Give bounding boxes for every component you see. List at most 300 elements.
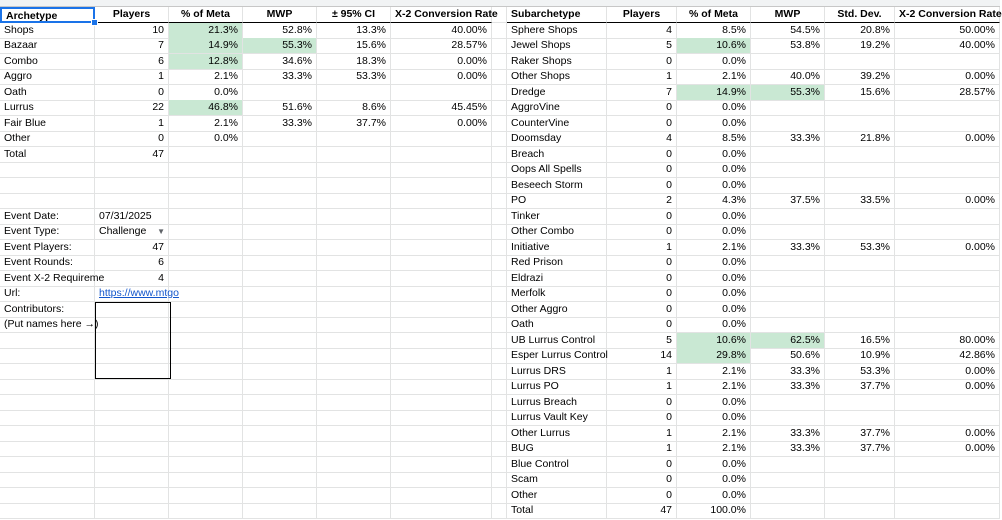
archetype-cell-conversion[interactable]: 0.00% — [391, 116, 492, 132]
subarchetype-cell-players[interactable]: 0 — [607, 410, 677, 426]
empty-cell[interactable] — [391, 395, 492, 411]
subarchetype-cell-players[interactable]: 4 — [607, 23, 677, 39]
archetype-cell-name[interactable]: Combo — [0, 54, 95, 70]
subarchetype-cell-conversion[interactable] — [895, 317, 1000, 333]
subarchetype-cell-spread[interactable] — [825, 302, 895, 318]
empty-cell[interactable] — [391, 317, 492, 333]
subarchetype-cell-spread[interactable]: 53.3% — [825, 364, 895, 380]
empty-cell[interactable] — [169, 240, 243, 256]
event-info-url-label[interactable]: Url: — [0, 286, 95, 302]
archetype-cell-spread[interactable] — [317, 131, 391, 147]
empty-cell[interactable] — [492, 147, 507, 163]
empty-cell[interactable] — [243, 441, 317, 457]
subarchetype-cell-conversion[interactable]: 40.00% — [895, 38, 1000, 54]
empty-cell[interactable] — [169, 333, 243, 349]
event-info-names-hint[interactable]: (Put names here →) — [0, 317, 95, 333]
subarchetype-cell-conversion[interactable] — [895, 116, 1000, 132]
empty-cell[interactable] — [0, 364, 95, 380]
archetype-cell-name[interactable]: Total — [0, 147, 95, 163]
archetype-cell-mwp[interactable]: 52.8% — [243, 23, 317, 39]
subarchetype-cell-meta[interactable]: 29.8% — [677, 348, 751, 364]
archetype-cell-name[interactable]: Oath — [0, 85, 95, 101]
empty-cell[interactable] — [317, 503, 391, 519]
archetype-cell-name[interactable]: Other — [0, 131, 95, 147]
subarchetype-header-name[interactable]: Subarchetype — [507, 7, 607, 23]
empty-cell[interactable] — [492, 116, 507, 132]
empty-cell[interactable] — [0, 457, 95, 473]
subarchetype-cell-players[interactable]: 0 — [607, 116, 677, 132]
subarchetype-cell-name[interactable]: Red Prison — [507, 255, 607, 271]
archetype-cell-spread[interactable]: 15.6% — [317, 38, 391, 54]
empty-cell[interactable] — [169, 364, 243, 380]
empty-cell[interactable] — [95, 457, 169, 473]
empty-cell[interactable] — [169, 488, 243, 504]
archetype-cell-players[interactable]: 6 — [95, 54, 169, 70]
empty-cell[interactable] — [243, 240, 317, 256]
empty-cell[interactable] — [492, 255, 507, 271]
empty-cell[interactable] — [492, 410, 507, 426]
subarchetype-cell-name[interactable]: Total — [507, 503, 607, 519]
empty-cell[interactable] — [169, 162, 243, 178]
archetype-cell-players[interactable]: 1 — [95, 69, 169, 85]
empty-cell[interactable] — [492, 333, 507, 349]
empty-cell[interactable] — [243, 286, 317, 302]
subarchetype-cell-mwp[interactable] — [751, 116, 825, 132]
event-info-rounds-value[interactable]: 6 — [95, 255, 169, 271]
event-info-x2-value[interactable]: 4 — [95, 271, 169, 287]
empty-cell[interactable] — [492, 286, 507, 302]
archetype-cell-spread[interactable] — [317, 147, 391, 163]
subarchetype-cell-players[interactable]: 7 — [607, 85, 677, 101]
empty-cell[interactable] — [492, 348, 507, 364]
empty-cell[interactable] — [243, 224, 317, 240]
subarchetype-cell-name[interactable]: BUG — [507, 441, 607, 457]
empty-cell[interactable] — [0, 178, 95, 194]
empty-cell[interactable] — [95, 441, 169, 457]
subarchetype-cell-name[interactable]: UB Lurrus Control — [507, 333, 607, 349]
archetype-cell-conversion[interactable] — [391, 85, 492, 101]
subarchetype-cell-mwp[interactable] — [751, 100, 825, 116]
empty-cell[interactable] — [243, 472, 317, 488]
subarchetype-cell-players[interactable]: 0 — [607, 472, 677, 488]
empty-cell[interactable] — [0, 348, 95, 364]
archetype-cell-meta[interactable]: 12.8% — [169, 54, 243, 70]
subarchetype-cell-mwp[interactable] — [751, 410, 825, 426]
subarchetype-cell-conversion[interactable]: 0.00% — [895, 379, 1000, 395]
subarchetype-cell-players[interactable]: 5 — [607, 38, 677, 54]
subarchetype-cell-players[interactable]: 14 — [607, 348, 677, 364]
empty-cell[interactable] — [243, 503, 317, 519]
empty-cell[interactable] — [391, 441, 492, 457]
archetype-cell-meta[interactable] — [169, 147, 243, 163]
subarchetype-cell-spread[interactable]: 20.8% — [825, 23, 895, 39]
subarchetype-cell-conversion[interactable] — [895, 488, 1000, 504]
archetype-cell-meta[interactable]: 2.1% — [169, 116, 243, 132]
archetype-cell-conversion[interactable]: 0.00% — [391, 54, 492, 70]
archetype-header-mwp[interactable]: MWP — [243, 7, 317, 23]
empty-cell[interactable] — [492, 302, 507, 318]
empty-cell[interactable] — [317, 348, 391, 364]
empty-cell[interactable] — [0, 488, 95, 504]
subarchetype-cell-spread[interactable] — [825, 116, 895, 132]
empty-cell[interactable] — [492, 426, 507, 442]
empty-cell[interactable] — [492, 54, 507, 70]
empty-cell[interactable] — [391, 224, 492, 240]
subarchetype-cell-meta[interactable]: 0.0% — [677, 271, 751, 287]
archetype-cell-mwp[interactable] — [243, 147, 317, 163]
empty-cell[interactable] — [243, 193, 317, 209]
event-info-date-value[interactable]: 07/31/2025 — [95, 209, 169, 225]
empty-cell[interactable] — [0, 193, 95, 209]
empty-cell[interactable] — [169, 317, 243, 333]
empty-cell[interactable] — [492, 224, 507, 240]
subarchetype-cell-spread[interactable] — [825, 162, 895, 178]
subarchetype-cell-players[interactable]: 4 — [607, 131, 677, 147]
contributors-names-box[interactable] — [95, 302, 171, 380]
subarchetype-cell-players[interactable]: 5 — [607, 333, 677, 349]
subarchetype-cell-name[interactable]: Blue Control — [507, 457, 607, 473]
archetype-header-name[interactable]: Archetype — [0, 7, 95, 23]
empty-cell[interactable] — [317, 317, 391, 333]
empty-cell[interactable] — [95, 426, 169, 442]
subarchetype-cell-spread[interactable]: 53.3% — [825, 240, 895, 256]
event-info-rounds-label[interactable]: Event Rounds: — [0, 255, 95, 271]
subarchetype-cell-name[interactable]: Esper Lurrus Control — [507, 348, 607, 364]
subarchetype-cell-meta[interactable]: 2.1% — [677, 240, 751, 256]
archetype-cell-meta[interactable]: 14.9% — [169, 38, 243, 54]
empty-cell[interactable] — [317, 395, 391, 411]
subarchetype-cell-conversion[interactable] — [895, 457, 1000, 473]
empty-cell[interactable] — [317, 255, 391, 271]
subarchetype-cell-meta[interactable]: 0.0% — [677, 395, 751, 411]
subarchetype-cell-meta[interactable]: 100.0% — [677, 503, 751, 519]
subarchetype-cell-spread[interactable]: 16.5% — [825, 333, 895, 349]
subarchetype-cell-mwp[interactable]: 37.5% — [751, 193, 825, 209]
subarchetype-cell-mwp[interactable] — [751, 302, 825, 318]
subarchetype-cell-spread[interactable] — [825, 286, 895, 302]
archetype-cell-meta[interactable]: 2.1% — [169, 69, 243, 85]
subarchetype-cell-conversion[interactable]: 0.00% — [895, 426, 1000, 442]
subarchetype-cell-mwp[interactable] — [751, 162, 825, 178]
subarchetype-cell-meta[interactable]: 2.1% — [677, 69, 751, 85]
subarchetype-cell-players[interactable]: 1 — [607, 364, 677, 380]
subarchetype-cell-mwp[interactable]: 33.3% — [751, 379, 825, 395]
empty-cell[interactable] — [95, 395, 169, 411]
subarchetype-cell-meta[interactable]: 0.0% — [677, 54, 751, 70]
empty-cell[interactable] — [317, 193, 391, 209]
empty-cell[interactable] — [391, 457, 492, 473]
empty-cell[interactable] — [492, 472, 507, 488]
archetype-cell-name[interactable]: Fair Blue — [0, 116, 95, 132]
subarchetype-cell-conversion[interactable]: 0.00% — [895, 240, 1000, 256]
subarchetype-cell-spread[interactable]: 10.9% — [825, 348, 895, 364]
empty-cell[interactable] — [391, 162, 492, 178]
subarchetype-cell-players[interactable]: 0 — [607, 271, 677, 287]
subarchetype-cell-players[interactable]: 0 — [607, 317, 677, 333]
empty-cell[interactable] — [492, 457, 507, 473]
archetype-header-meta[interactable]: % of Meta — [169, 7, 243, 23]
subarchetype-cell-mwp[interactable] — [751, 457, 825, 473]
subarchetype-cell-conversion[interactable] — [895, 224, 1000, 240]
empty-cell[interactable] — [492, 503, 507, 519]
subarchetype-cell-meta[interactable]: 0.0% — [677, 100, 751, 116]
empty-cell[interactable] — [391, 488, 492, 504]
empty-cell[interactable] — [391, 379, 492, 395]
subarchetype-cell-spread[interactable] — [825, 488, 895, 504]
empty-cell[interactable] — [492, 69, 507, 85]
archetype-cell-mwp[interactable] — [243, 85, 317, 101]
subarchetype-cell-players[interactable]: 1 — [607, 379, 677, 395]
subarchetype-cell-players[interactable]: 0 — [607, 209, 677, 225]
empty-cell[interactable] — [243, 379, 317, 395]
empty-cell[interactable] — [169, 457, 243, 473]
subarchetype-cell-meta[interactable]: 0.0% — [677, 209, 751, 225]
subarchetype-cell-mwp[interactable]: 40.0% — [751, 69, 825, 85]
subarchetype-cell-name[interactable]: Tinker — [507, 209, 607, 225]
empty-cell[interactable] — [317, 364, 391, 380]
subarchetype-cell-conversion[interactable] — [895, 147, 1000, 163]
subarchetype-cell-name[interactable]: Other Lurrus — [507, 426, 607, 442]
empty-cell[interactable] — [169, 286, 243, 302]
empty-cell[interactable] — [317, 271, 391, 287]
subarchetype-header-meta[interactable]: % of Meta — [677, 7, 751, 23]
subarchetype-cell-conversion[interactable] — [895, 286, 1000, 302]
archetype-header-players[interactable]: Players — [95, 7, 169, 23]
empty-cell[interactable] — [391, 178, 492, 194]
empty-cell[interactable] — [0, 379, 95, 395]
empty-cell[interactable] — [317, 286, 391, 302]
empty-cell[interactable] — [169, 193, 243, 209]
subarchetype-cell-meta[interactable]: 10.6% — [677, 333, 751, 349]
subarchetype-cell-name[interactable]: Merfolk — [507, 286, 607, 302]
archetype-cell-conversion[interactable]: 0.00% — [391, 69, 492, 85]
empty-cell[interactable] — [492, 395, 507, 411]
subarchetype-cell-name[interactable]: Oops All Spells — [507, 162, 607, 178]
event-info-url-value[interactable]: https://www.mtgo — [95, 286, 169, 302]
subarchetype-header-spread[interactable]: Std. Dev. — [825, 7, 895, 23]
subarchetype-cell-players[interactable]: 0 — [607, 100, 677, 116]
empty-cell[interactable] — [492, 317, 507, 333]
archetype-cell-meta[interactable]: 0.0% — [169, 131, 243, 147]
empty-cell[interactable] — [95, 193, 169, 209]
archetype-header-spread[interactable]: ± 95% CI — [317, 7, 391, 23]
empty-cell[interactable] — [243, 426, 317, 442]
empty-cell[interactable] — [243, 410, 317, 426]
empty-cell[interactable] — [169, 224, 243, 240]
subarchetype-cell-conversion[interactable]: 28.57% — [895, 85, 1000, 101]
subarchetype-cell-name[interactable]: Beseech Storm — [507, 178, 607, 194]
archetype-cell-players[interactable]: 47 — [95, 147, 169, 163]
subarchetype-cell-name[interactable]: Lurrus Breach — [507, 395, 607, 411]
subarchetype-cell-conversion[interactable] — [895, 503, 1000, 519]
selection-handle[interactable] — [91, 19, 98, 26]
empty-cell[interactable] — [317, 209, 391, 225]
empty-cell[interactable] — [0, 395, 95, 411]
subarchetype-cell-conversion[interactable] — [895, 472, 1000, 488]
empty-cell[interactable] — [317, 441, 391, 457]
subarchetype-cell-mwp[interactable] — [751, 488, 825, 504]
empty-cell[interactable] — [317, 240, 391, 256]
subarchetype-cell-name[interactable]: Jewel Shops — [507, 38, 607, 54]
subarchetype-cell-name[interactable]: Oath — [507, 317, 607, 333]
subarchetype-cell-players[interactable]: 47 — [607, 503, 677, 519]
subarchetype-cell-name[interactable]: Other Combo — [507, 224, 607, 240]
archetype-cell-mwp[interactable] — [243, 131, 317, 147]
subarchetype-cell-spread[interactable] — [825, 317, 895, 333]
archetype-cell-spread[interactable]: 8.6% — [317, 100, 391, 116]
subarchetype-cell-mwp[interactable] — [751, 255, 825, 271]
empty-cell[interactable] — [95, 503, 169, 519]
subarchetype-cell-spread[interactable]: 15.6% — [825, 85, 895, 101]
subarchetype-cell-meta[interactable]: 4.3% — [677, 193, 751, 209]
empty-cell[interactable] — [169, 441, 243, 457]
archetype-cell-players[interactable]: 0 — [95, 85, 169, 101]
subarchetype-cell-conversion[interactable] — [895, 410, 1000, 426]
subarchetype-cell-spread[interactable]: 19.2% — [825, 38, 895, 54]
archetype-cell-players[interactable]: 1 — [95, 116, 169, 132]
empty-cell[interactable] — [243, 302, 317, 318]
subarchetype-cell-players[interactable]: 0 — [607, 162, 677, 178]
subarchetype-cell-spread[interactable]: 37.7% — [825, 441, 895, 457]
subarchetype-cell-mwp[interactable] — [751, 503, 825, 519]
empty-cell[interactable] — [317, 488, 391, 504]
archetype-cell-meta[interactable]: 46.8% — [169, 100, 243, 116]
subarchetype-cell-conversion[interactable] — [895, 209, 1000, 225]
empty-cell[interactable] — [391, 286, 492, 302]
subarchetype-cell-mwp[interactable] — [751, 317, 825, 333]
subarchetype-cell-players[interactable]: 0 — [607, 395, 677, 411]
subarchetype-cell-name[interactable]: PO — [507, 193, 607, 209]
archetype-cell-conversion[interactable]: 45.45% — [391, 100, 492, 116]
empty-cell[interactable] — [169, 472, 243, 488]
subarchetype-cell-spread[interactable] — [825, 457, 895, 473]
subarchetype-cell-name[interactable]: Lurrus PO — [507, 379, 607, 395]
subarchetype-cell-spread[interactable] — [825, 178, 895, 194]
empty-cell[interactable] — [317, 426, 391, 442]
empty-cell[interactable] — [492, 23, 507, 39]
empty-cell[interactable] — [492, 488, 507, 504]
empty-cell[interactable] — [0, 441, 95, 457]
subarchetype-cell-meta[interactable]: 2.1% — [677, 441, 751, 457]
empty-cell[interactable] — [391, 271, 492, 287]
subarchetype-cell-conversion[interactable]: 0.00% — [895, 131, 1000, 147]
subarchetype-cell-mwp[interactable]: 55.3% — [751, 85, 825, 101]
subarchetype-cell-meta[interactable]: 0.0% — [677, 488, 751, 504]
subarchetype-cell-meta[interactable]: 0.0% — [677, 472, 751, 488]
archetype-cell-name[interactable]: Shops — [0, 23, 95, 39]
empty-cell[interactable] — [169, 426, 243, 442]
archetype-cell-spread[interactable]: 53.3% — [317, 69, 391, 85]
subarchetype-cell-meta[interactable]: 0.0% — [677, 286, 751, 302]
subarchetype-cell-players[interactable]: 0 — [607, 488, 677, 504]
empty-cell[interactable] — [317, 379, 391, 395]
empty-cell[interactable] — [492, 364, 507, 380]
empty-cell[interactable] — [0, 162, 95, 178]
subarchetype-cell-players[interactable]: 1 — [607, 426, 677, 442]
empty-cell[interactable] — [317, 410, 391, 426]
empty-cell[interactable] — [317, 472, 391, 488]
empty-cell[interactable] — [492, 193, 507, 209]
subarchetype-cell-spread[interactable] — [825, 271, 895, 287]
subarchetype-cell-mwp[interactable] — [751, 224, 825, 240]
empty-cell[interactable] — [317, 162, 391, 178]
archetype-cell-name[interactable]: Lurrus — [0, 100, 95, 116]
subarchetype-cell-meta[interactable]: 2.1% — [677, 364, 751, 380]
subarchetype-cell-players[interactable]: 2 — [607, 193, 677, 209]
subarchetype-cell-name[interactable]: Scam — [507, 472, 607, 488]
empty-cell[interactable] — [243, 364, 317, 380]
subarchetype-cell-mwp[interactable]: 33.3% — [751, 240, 825, 256]
subarchetype-cell-players[interactable]: 0 — [607, 255, 677, 271]
empty-cell[interactable] — [391, 255, 492, 271]
subarchetype-cell-mwp[interactable]: 33.3% — [751, 364, 825, 380]
subarchetype-cell-spread[interactable]: 37.7% — [825, 426, 895, 442]
subarchetype-cell-mwp[interactable] — [751, 286, 825, 302]
subarchetype-cell-mwp[interactable] — [751, 209, 825, 225]
empty-cell[interactable] — [169, 302, 243, 318]
archetype-cell-spread[interactable]: 18.3% — [317, 54, 391, 70]
subarchetype-cell-conversion[interactable]: 80.00% — [895, 333, 1000, 349]
empty-cell[interactable] — [169, 178, 243, 194]
subarchetype-cell-mwp[interactable]: 33.3% — [751, 426, 825, 442]
empty-cell[interactable] — [169, 379, 243, 395]
empty-cell[interactable] — [243, 457, 317, 473]
subarchetype-cell-conversion[interactable] — [895, 271, 1000, 287]
subarchetype-cell-mwp[interactable]: 50.6% — [751, 348, 825, 364]
empty-cell[interactable] — [0, 503, 95, 519]
event-info-players-label[interactable]: Event Players: — [0, 240, 95, 256]
subarchetype-cell-name[interactable]: Other Aggro — [507, 302, 607, 318]
archetype-cell-conversion[interactable] — [391, 147, 492, 163]
subarchetype-cell-mwp[interactable]: 54.5% — [751, 23, 825, 39]
empty-cell[interactable] — [492, 441, 507, 457]
empty-cell[interactable] — [243, 395, 317, 411]
archetype-cell-mwp[interactable]: 33.3% — [243, 69, 317, 85]
empty-cell[interactable] — [95, 410, 169, 426]
event-info-date-label[interactable]: Event Date: — [0, 209, 95, 225]
empty-cell[interactable] — [243, 255, 317, 271]
empty-cell[interactable] — [95, 488, 169, 504]
empty-cell[interactable] — [317, 224, 391, 240]
subarchetype-cell-meta[interactable]: 0.0% — [677, 302, 751, 318]
archetype-cell-players[interactable]: 10 — [95, 23, 169, 39]
empty-cell[interactable] — [243, 271, 317, 287]
subarchetype-cell-mwp[interactable] — [751, 54, 825, 70]
empty-cell[interactable] — [391, 348, 492, 364]
subarchetype-cell-conversion[interactable]: 42.86% — [895, 348, 1000, 364]
empty-cell[interactable] — [391, 333, 492, 349]
event-type-dropdown[interactable] — [95, 224, 169, 240]
subarchetype-cell-mwp[interactable]: 33.3% — [751, 441, 825, 457]
empty-cell[interactable] — [391, 302, 492, 318]
subarchetype-cell-name[interactable]: Eldrazi — [507, 271, 607, 287]
empty-cell[interactable] — [317, 333, 391, 349]
subarchetype-cell-name[interactable]: Other Shops — [507, 69, 607, 85]
empty-cell[interactable] — [492, 209, 507, 225]
subarchetype-cell-name[interactable]: Doomsday — [507, 131, 607, 147]
archetype-cell-mwp[interactable]: 34.6% — [243, 54, 317, 70]
subarchetype-cell-mwp[interactable] — [751, 395, 825, 411]
subarchetype-cell-players[interactable]: 1 — [607, 240, 677, 256]
empty-cell[interactable] — [0, 426, 95, 442]
subarchetype-cell-mwp[interactable] — [751, 271, 825, 287]
subarchetype-cell-conversion[interactable] — [895, 178, 1000, 194]
empty-cell[interactable] — [492, 38, 507, 54]
subarchetype-cell-name[interactable]: Sphere Shops — [507, 23, 607, 39]
subarchetype-header-mwp[interactable]: MWP — [751, 7, 825, 23]
subarchetype-cell-meta[interactable]: 2.1% — [677, 426, 751, 442]
empty-cell[interactable] — [492, 271, 507, 287]
